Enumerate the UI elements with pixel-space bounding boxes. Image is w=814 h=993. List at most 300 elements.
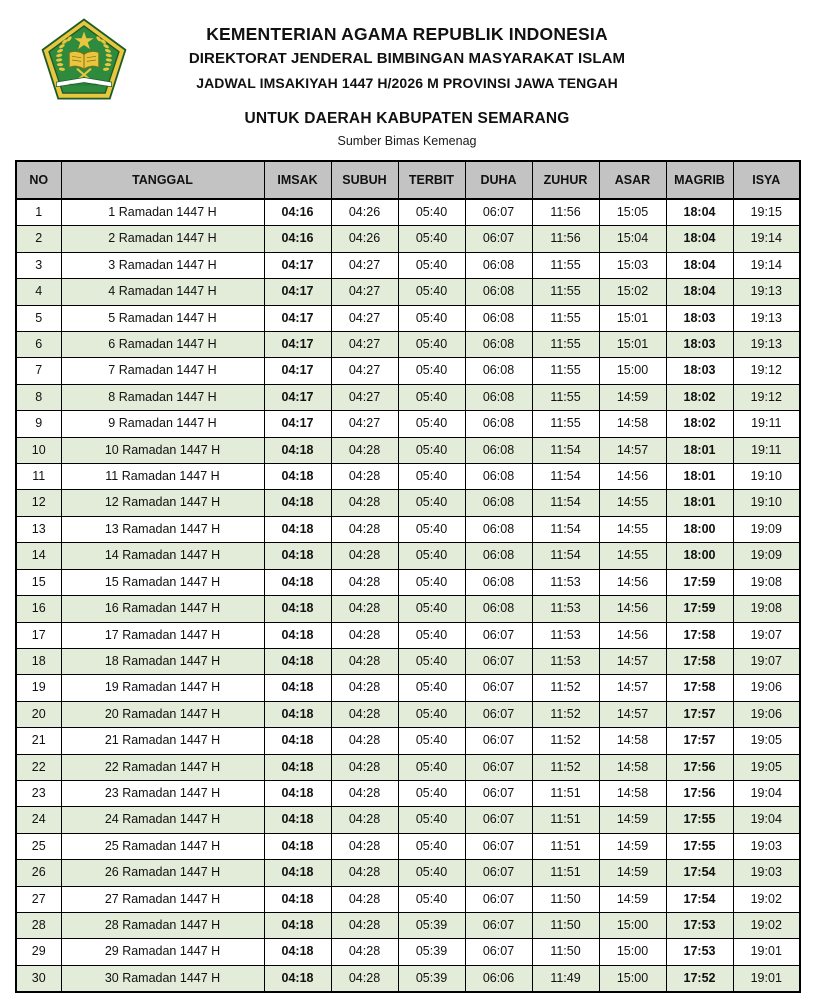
cell-magrib: 17:59 [666,596,733,622]
cell-isya: 19:12 [733,384,800,410]
cell-subuh: 04:28 [331,807,398,833]
cell-imsak: 04:18 [264,464,331,490]
region-subtitle: UNTUK DAERAH KABUPATEN SEMARANG [244,110,570,127]
cell-terbit: 05:40 [398,569,465,595]
cell-duha: 06:07 [465,675,532,701]
cell-imsak: 04:18 [264,860,331,886]
cell-duha: 06:08 [465,437,532,463]
cell-no: 15 [16,569,61,595]
cell-imsak: 04:18 [264,596,331,622]
cell-asar: 14:59 [599,807,666,833]
cell-imsak: 04:17 [264,411,331,437]
cell-asar: 15:00 [599,965,666,992]
cell-magrib: 17:58 [666,622,733,648]
cell-zuhur: 11:52 [532,754,599,780]
cell-zuhur: 11:50 [532,912,599,938]
table-row [16,332,800,358]
imsakiyah-table [15,160,801,993]
column-header-imsak: IMSAK [264,161,331,199]
cell-zuhur: 11:51 [532,860,599,886]
cell-no: 29 [16,939,61,965]
cell-no: 16 [16,596,61,622]
cell-tanggal: 9 Ramadan 1447 H [61,411,264,437]
cell-zuhur: 11:55 [532,332,599,358]
cell-tanggal: 15 Ramadan 1447 H [61,569,264,595]
cell-zuhur: 11:54 [532,543,599,569]
cell-asar: 14:58 [599,780,666,806]
cell-tanggal: 16 Ramadan 1447 H [61,596,264,622]
title-block [0,0,814,95]
cell-isya: 19:13 [733,279,800,305]
cell-isya: 19:06 [733,675,800,701]
cell-magrib: 17:56 [666,754,733,780]
table-row [16,464,800,490]
cell-isya: 19:08 [733,596,800,622]
cell-terbit: 05:40 [398,833,465,859]
cell-duha: 06:06 [465,965,532,992]
cell-isya: 19:06 [733,701,800,727]
cell-duha: 06:07 [465,912,532,938]
cell-subuh: 04:28 [331,437,398,463]
schedule-table-wrap [15,160,799,993]
cell-no: 30 [16,965,61,992]
cell-terbit: 05:40 [398,464,465,490]
cell-zuhur: 11:55 [532,384,599,410]
cell-duha: 06:08 [465,384,532,410]
cell-terbit: 05:40 [398,332,465,358]
cell-duha: 06:08 [465,596,532,622]
cell-imsak: 04:18 [264,886,331,912]
column-header-asar: ASAR [599,161,666,199]
cell-tanggal: 13 Ramadan 1447 H [61,516,264,542]
cell-no: 12 [16,490,61,516]
cell-zuhur: 11:55 [532,358,599,384]
cell-duha: 06:07 [465,728,532,754]
column-header-magrib: MAGRIB [666,161,733,199]
cell-imsak: 04:18 [264,569,331,595]
cell-asar: 14:56 [599,596,666,622]
cell-tanggal: 24 Ramadan 1447 H [61,807,264,833]
cell-tanggal: 1 Ramadan 1447 H [61,199,264,226]
cell-isya: 19:09 [733,516,800,542]
cell-no: 19 [16,675,61,701]
cell-imsak: 04:16 [264,199,331,226]
cell-zuhur: 11:56 [532,226,599,252]
cell-no: 20 [16,701,61,727]
cell-subuh: 04:28 [331,754,398,780]
cell-zuhur: 11:52 [532,701,599,727]
cell-isya: 19:01 [733,965,800,992]
table-row [16,490,800,516]
cell-magrib: 17:53 [666,912,733,938]
cell-subuh: 04:28 [331,464,398,490]
cell-terbit: 05:40 [398,437,465,463]
cell-zuhur: 11:54 [532,464,599,490]
table-row [16,754,800,780]
cell-subuh: 04:28 [331,939,398,965]
cell-duha: 06:07 [465,780,532,806]
cell-terbit: 05:39 [398,912,465,938]
cell-no: 7 [16,358,61,384]
cell-tanggal: 14 Ramadan 1447 H [61,543,264,569]
cell-asar: 14:59 [599,384,666,410]
column-header-duha: DUHA [465,161,532,199]
cell-tanggal: 12 Ramadan 1447 H [61,490,264,516]
cell-terbit: 05:40 [398,226,465,252]
cell-duha: 06:08 [465,490,532,516]
cell-terbit: 05:39 [398,965,465,992]
cell-duha: 06:07 [465,939,532,965]
cell-asar: 14:55 [599,543,666,569]
cell-tanggal: 17 Ramadan 1447 H [61,622,264,648]
cell-tanggal: 11 Ramadan 1447 H [61,464,264,490]
cell-zuhur: 11:51 [532,780,599,806]
cell-imsak: 04:18 [264,701,331,727]
document-header [0,0,814,155]
cell-subuh: 04:28 [331,596,398,622]
cell-no: 1 [16,199,61,226]
cell-isya: 19:08 [733,569,800,595]
ministry-title: KEMENTERIAN AGAMA REPUBLIK INDONESIA [206,24,608,44]
cell-isya: 19:12 [733,358,800,384]
cell-no: 6 [16,332,61,358]
cell-tanggal: 29 Ramadan 1447 H [61,939,264,965]
cell-tanggal: 18 Ramadan 1447 H [61,648,264,674]
cell-terbit: 05:40 [398,780,465,806]
cell-magrib: 18:00 [666,516,733,542]
cell-magrib: 18:01 [666,464,733,490]
cell-imsak: 04:17 [264,332,331,358]
cell-magrib: 18:04 [666,199,733,226]
cell-asar: 15:02 [599,279,666,305]
table-row [16,622,800,648]
cell-subuh: 04:28 [331,516,398,542]
cell-isya: 19:05 [733,728,800,754]
cell-magrib: 17:55 [666,807,733,833]
cell-isya: 19:05 [733,754,800,780]
cell-isya: 19:07 [733,648,800,674]
cell-tanggal: 21 Ramadan 1447 H [61,728,264,754]
cell-asar: 14:55 [599,516,666,542]
cell-tanggal: 27 Ramadan 1447 H [61,886,264,912]
cell-tanggal: 4 Ramadan 1447 H [61,279,264,305]
cell-zuhur: 11:53 [532,622,599,648]
cell-asar: 14:55 [599,490,666,516]
cell-asar: 15:03 [599,252,666,278]
cell-terbit: 05:40 [398,516,465,542]
cell-duha: 06:08 [465,464,532,490]
cell-zuhur: 11:49 [532,965,599,992]
cell-isya: 19:04 [733,780,800,806]
schedule-title: JADWAL IMSAKIYAH 1447 H/2026 M PROVINSI JAWA TENGAH [196,75,618,91]
cell-zuhur: 11:55 [532,279,599,305]
cell-terbit: 05:40 [398,622,465,648]
cell-subuh: 04:26 [331,226,398,252]
cell-imsak: 04:18 [264,780,331,806]
cell-tanggal: 30 Ramadan 1447 H [61,965,264,992]
cell-tanggal: 23 Ramadan 1447 H [61,780,264,806]
directorate-title: DIREKTORAT JENDERAL BIMBINGAN MASYARAKAT ISLAM [188,50,626,67]
cell-isya: 19:09 [733,543,800,569]
table-row [16,305,800,331]
cell-imsak: 04:18 [264,516,331,542]
cell-terbit: 05:40 [398,252,465,278]
cell-subuh: 04:28 [331,886,398,912]
cell-subuh: 04:28 [331,701,398,727]
cell-no: 23 [16,780,61,806]
cell-imsak: 04:17 [264,279,331,305]
table-row [16,807,800,833]
cell-terbit: 05:40 [398,754,465,780]
cell-asar: 14:58 [599,411,666,437]
cell-tanggal: 28 Ramadan 1447 H [61,912,264,938]
table-row [16,384,800,410]
svg-text:IKHLAS BERAMAL: IKHLAS BERAMAL [68,82,100,87]
table-row [16,701,800,727]
cell-magrib: 17:53 [666,939,733,965]
cell-duha: 06:08 [465,569,532,595]
cell-terbit: 05:40 [398,199,465,226]
cell-isya: 19:03 [733,833,800,859]
cell-subuh: 04:27 [331,358,398,384]
cell-asar: 14:57 [599,701,666,727]
cell-asar: 14:56 [599,464,666,490]
cell-zuhur: 11:55 [532,305,599,331]
cell-duha: 06:08 [465,411,532,437]
cell-asar: 14:58 [599,754,666,780]
cell-imsak: 04:18 [264,807,331,833]
cell-no: 24 [16,807,61,833]
cell-imsak: 04:18 [264,648,331,674]
cell-zuhur: 11:54 [532,516,599,542]
cell-magrib: 18:04 [666,279,733,305]
cell-subuh: 04:28 [331,675,398,701]
cell-magrib: 17:54 [666,860,733,886]
table-row [16,569,800,595]
cell-imsak: 04:17 [264,384,331,410]
cell-magrib: 18:03 [666,358,733,384]
cell-asar: 15:01 [599,332,666,358]
cell-subuh: 04:27 [331,332,398,358]
cell-subuh: 04:28 [331,543,398,569]
cell-tanggal: 25 Ramadan 1447 H [61,833,264,859]
cell-isya: 19:03 [733,860,800,886]
cell-terbit: 05:40 [398,701,465,727]
cell-tanggal: 10 Ramadan 1447 H [61,437,264,463]
cell-isya: 19:15 [733,199,800,226]
table-row [16,939,800,965]
cell-terbit: 05:40 [398,648,465,674]
cell-duha: 06:08 [465,305,532,331]
cell-imsak: 04:17 [264,305,331,331]
source-note: Sumber Bimas Kemenag [337,134,477,148]
cell-subuh: 04:26 [331,199,398,226]
cell-zuhur: 11:50 [532,939,599,965]
cell-no: 2 [16,226,61,252]
table-row [16,833,800,859]
table-header-row [16,161,800,199]
cell-terbit: 05:40 [398,411,465,437]
cell-no: 11 [16,464,61,490]
cell-imsak: 04:18 [264,490,331,516]
table-row [16,226,800,252]
cell-zuhur: 11:50 [532,886,599,912]
table-row [16,912,800,938]
cell-asar: 15:05 [599,199,666,226]
cell-no: 27 [16,886,61,912]
cell-zuhur: 11:53 [532,596,599,622]
cell-no: 9 [16,411,61,437]
table-row [16,252,800,278]
cell-magrib: 17:55 [666,833,733,859]
cell-asar: 14:59 [599,886,666,912]
column-header-zuhur: ZUHUR [532,161,599,199]
cell-terbit: 05:40 [398,886,465,912]
cell-terbit: 05:39 [398,939,465,965]
cell-isya: 19:11 [733,437,800,463]
cell-duha: 06:08 [465,358,532,384]
table-body [16,199,800,992]
cell-subuh: 04:27 [331,411,398,437]
cell-duha: 06:07 [465,886,532,912]
cell-subuh: 04:28 [331,569,398,595]
cell-magrib: 17:58 [666,648,733,674]
column-header-no: NO [16,161,61,199]
cell-no: 3 [16,252,61,278]
cell-isya: 19:14 [733,252,800,278]
cell-no: 18 [16,648,61,674]
table-row [16,199,800,226]
cell-duha: 06:07 [465,833,532,859]
cell-subuh: 04:28 [331,648,398,674]
table-row [16,543,800,569]
cell-imsak: 04:18 [264,622,331,648]
cell-magrib: 17:52 [666,965,733,992]
cell-zuhur: 11:54 [532,437,599,463]
cell-no: 10 [16,437,61,463]
cell-magrib: 17:59 [666,569,733,595]
cell-zuhur: 11:55 [532,252,599,278]
cell-terbit: 05:40 [398,384,465,410]
cell-isya: 19:07 [733,622,800,648]
cell-no: 5 [16,305,61,331]
cell-subuh: 04:28 [331,728,398,754]
cell-magrib: 17:54 [666,886,733,912]
cell-terbit: 05:40 [398,596,465,622]
cell-imsak: 04:18 [264,912,331,938]
cell-no: 26 [16,860,61,886]
cell-terbit: 05:40 [398,728,465,754]
cell-duha: 06:07 [465,648,532,674]
cell-magrib: 18:00 [666,543,733,569]
table-row [16,648,800,674]
cell-duha: 06:07 [465,860,532,886]
cell-tanggal: 3 Ramadan 1447 H [61,252,264,278]
cell-isya: 19:04 [733,807,800,833]
table-row [16,860,800,886]
cell-subuh: 04:27 [331,279,398,305]
cell-asar: 14:56 [599,569,666,595]
table-header [16,161,800,199]
cell-no: 22 [16,754,61,780]
cell-zuhur: 11:53 [532,648,599,674]
table-row [16,516,800,542]
cell-subuh: 04:27 [331,384,398,410]
cell-subuh: 04:28 [331,965,398,992]
cell-asar: 14:57 [599,675,666,701]
table-row [16,358,800,384]
cell-duha: 06:07 [465,754,532,780]
cell-zuhur: 11:56 [532,199,599,226]
cell-no: 4 [16,279,61,305]
cell-imsak: 04:18 [264,833,331,859]
cell-subuh: 04:27 [331,252,398,278]
cell-duha: 06:07 [465,199,532,226]
cell-no: 28 [16,912,61,938]
column-header-tanggal: TANGGAL [61,161,264,199]
cell-terbit: 05:40 [398,675,465,701]
cell-magrib: 17:57 [666,701,733,727]
cell-no: 21 [16,728,61,754]
cell-magrib: 17:56 [666,780,733,806]
cell-subuh: 04:28 [331,860,398,886]
cell-tanggal: 2 Ramadan 1447 H [61,226,264,252]
cell-asar: 14:56 [599,622,666,648]
cell-asar: 15:00 [599,939,666,965]
cell-tanggal: 6 Ramadan 1447 H [61,332,264,358]
cell-magrib: 18:03 [666,332,733,358]
cell-terbit: 05:40 [398,279,465,305]
cell-tanggal: 26 Ramadan 1447 H [61,860,264,886]
cell-duha: 06:07 [465,701,532,727]
cell-isya: 19:10 [733,464,800,490]
cell-magrib: 18:01 [666,490,733,516]
table-row [16,279,800,305]
table-row [16,728,800,754]
cell-imsak: 04:16 [264,226,331,252]
cell-imsak: 04:18 [264,437,331,463]
cell-isya: 19:13 [733,332,800,358]
cell-tanggal: 19 Ramadan 1447 H [61,675,264,701]
cell-zuhur: 11:52 [532,675,599,701]
cell-magrib: 18:04 [666,252,733,278]
cell-isya: 19:10 [733,490,800,516]
cell-no: 8 [16,384,61,410]
cell-imsak: 04:18 [264,543,331,569]
cell-tanggal: 22 Ramadan 1447 H [61,754,264,780]
cell-zuhur: 11:54 [532,490,599,516]
cell-no: 13 [16,516,61,542]
cell-duha: 06:07 [465,622,532,648]
cell-subuh: 04:28 [331,780,398,806]
cell-imsak: 04:18 [264,675,331,701]
cell-magrib: 18:03 [666,305,733,331]
cell-no: 17 [16,622,61,648]
cell-magrib: 18:01 [666,437,733,463]
cell-subuh: 04:27 [331,305,398,331]
table-row [16,886,800,912]
cell-asar: 15:00 [599,358,666,384]
cell-imsak: 04:18 [264,754,331,780]
cell-terbit: 05:40 [398,860,465,886]
table-row [16,596,800,622]
cell-imsak: 04:17 [264,252,331,278]
cell-isya: 19:14 [733,226,800,252]
cell-imsak: 04:18 [264,728,331,754]
cell-asar: 14:58 [599,728,666,754]
table-row [16,437,800,463]
column-header-subuh: SUBUH [331,161,398,199]
